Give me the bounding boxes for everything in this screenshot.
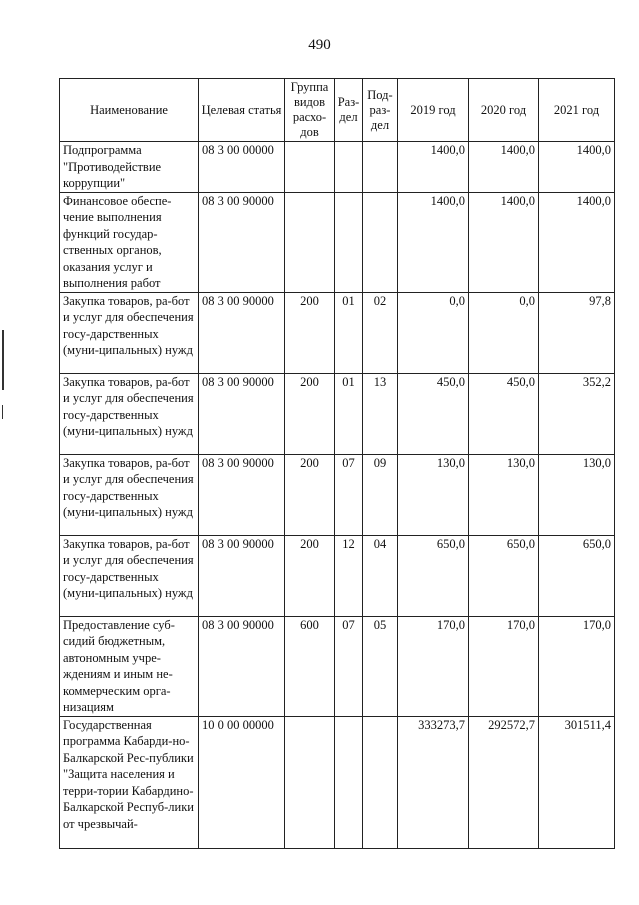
cell-subsection (363, 716, 398, 848)
header-section: Раз-дел (335, 79, 363, 142)
cell-target: 08 3 00 90000 (199, 535, 285, 616)
cell-name: Закупка товаров, ра-бот и услуг для обеспечения госу-дарственных (муни-ципальных) нужд (60, 373, 199, 454)
cell-group (285, 716, 335, 848)
cell-section: 01 (335, 373, 363, 454)
cell-group: 600 (285, 616, 335, 716)
cell-section: 12 (335, 535, 363, 616)
table-row (60, 716, 615, 848)
cell-2019: 333273,7 (398, 716, 469, 848)
cell-name: Подпрограмма "Противодействие коррупции" (60, 142, 199, 193)
header-subsection: Под-раз-дел (363, 79, 398, 142)
cell-name: Предоставление суб-сидий бюджетным, автономным учре-ждениям и иным не-коммерческим орга-низациям (60, 616, 199, 716)
cell-target: 08 3 00 90000 (199, 292, 285, 373)
cell-subsection (363, 142, 398, 193)
table-row (60, 535, 615, 616)
cell-group: 200 (285, 292, 335, 373)
budget-table (59, 78, 615, 849)
cell-subsection: 09 (363, 454, 398, 535)
header-target: Целевая статья (199, 79, 285, 142)
cell-2020: 0,0 (469, 292, 539, 373)
cell-2019: 0,0 (398, 292, 469, 373)
cell-subsection: 05 (363, 616, 398, 716)
cell-section: 07 (335, 616, 363, 716)
cell-2021: 352,2 (539, 373, 615, 454)
margin-mark (2, 330, 4, 390)
cell-target: 08 3 00 90000 (199, 616, 285, 716)
table-row (60, 292, 615, 373)
cell-section (335, 192, 363, 292)
cell-2019: 1400,0 (398, 142, 469, 193)
cell-name: Государственная программа Кабарди-но-Балкарской Рес-публики "Защита населения и терри-тории Кабардино-Балкарской Респуб-лики от чрезвычай- (60, 716, 199, 848)
cell-group: 200 (285, 535, 335, 616)
cell-subsection: 04 (363, 535, 398, 616)
cell-2019: 450,0 (398, 373, 469, 454)
cell-2021: 130,0 (539, 454, 615, 535)
cell-2021: 1400,0 (539, 192, 615, 292)
cell-subsection (363, 192, 398, 292)
cell-target: 08 3 00 90000 (199, 192, 285, 292)
cell-section (335, 716, 363, 848)
cell-target: 10 0 00 00000 (199, 716, 285, 848)
cell-name: Закупка товаров, ра-бот и услуг для обеспечения госу-дарственных (муни-ципальных) нужд (60, 292, 199, 373)
table-row (60, 192, 615, 292)
page-number: 490 (308, 37, 331, 53)
header-2021: 2021 год (539, 79, 615, 142)
cell-2019: 650,0 (398, 535, 469, 616)
cell-2021: 1400,0 (539, 142, 615, 193)
cell-2020: 130,0 (469, 454, 539, 535)
margin-mark (2, 405, 3, 419)
cell-subsection: 02 (363, 292, 398, 373)
cell-2019: 130,0 (398, 454, 469, 535)
cell-section (335, 142, 363, 193)
cell-name: Закупка товаров, ра-бот и услуг для обеспечения госу-дарственных (муни-ципальных) нужд (60, 535, 199, 616)
cell-2021: 650,0 (539, 535, 615, 616)
cell-target: 08 3 00 90000 (199, 373, 285, 454)
cell-2019: 1400,0 (398, 192, 469, 292)
cell-target: 08 3 00 00000 (199, 142, 285, 193)
cell-2021: 170,0 (539, 616, 615, 716)
header-group: Группа видов расхо-дов (285, 79, 335, 142)
cell-name: Финансовое обеспе-чение выполнения функций государ-ственных органов, оказания услуг и выполнения работ (60, 192, 199, 292)
cell-2019: 170,0 (398, 616, 469, 716)
cell-2020: 650,0 (469, 535, 539, 616)
cell-group: 200 (285, 373, 335, 454)
table-row (60, 142, 615, 193)
cell-group (285, 192, 335, 292)
cell-2020: 292572,7 (469, 716, 539, 848)
cell-group (285, 142, 335, 193)
table-row (60, 454, 615, 535)
table-row (60, 373, 615, 454)
header-name: Наименование (60, 79, 199, 142)
cell-2020: 1400,0 (469, 192, 539, 292)
cell-target: 08 3 00 90000 (199, 454, 285, 535)
cell-2020: 450,0 (469, 373, 539, 454)
cell-section: 01 (335, 292, 363, 373)
cell-group: 200 (285, 454, 335, 535)
table-row (60, 616, 615, 716)
table-header-row (60, 79, 615, 142)
cell-2021: 301511,4 (539, 716, 615, 848)
header-2019: 2019 год (398, 79, 469, 142)
cell-subsection: 13 (363, 373, 398, 454)
header-2020: 2020 год (469, 79, 539, 142)
cell-name: Закупка товаров, ра-бот и услуг для обеспечения госу-дарственных (муни-ципальных) нужд (60, 454, 199, 535)
cell-section: 07 (335, 454, 363, 535)
cell-2020: 1400,0 (469, 142, 539, 193)
cell-2021: 97,8 (539, 292, 615, 373)
cell-2020: 170,0 (469, 616, 539, 716)
